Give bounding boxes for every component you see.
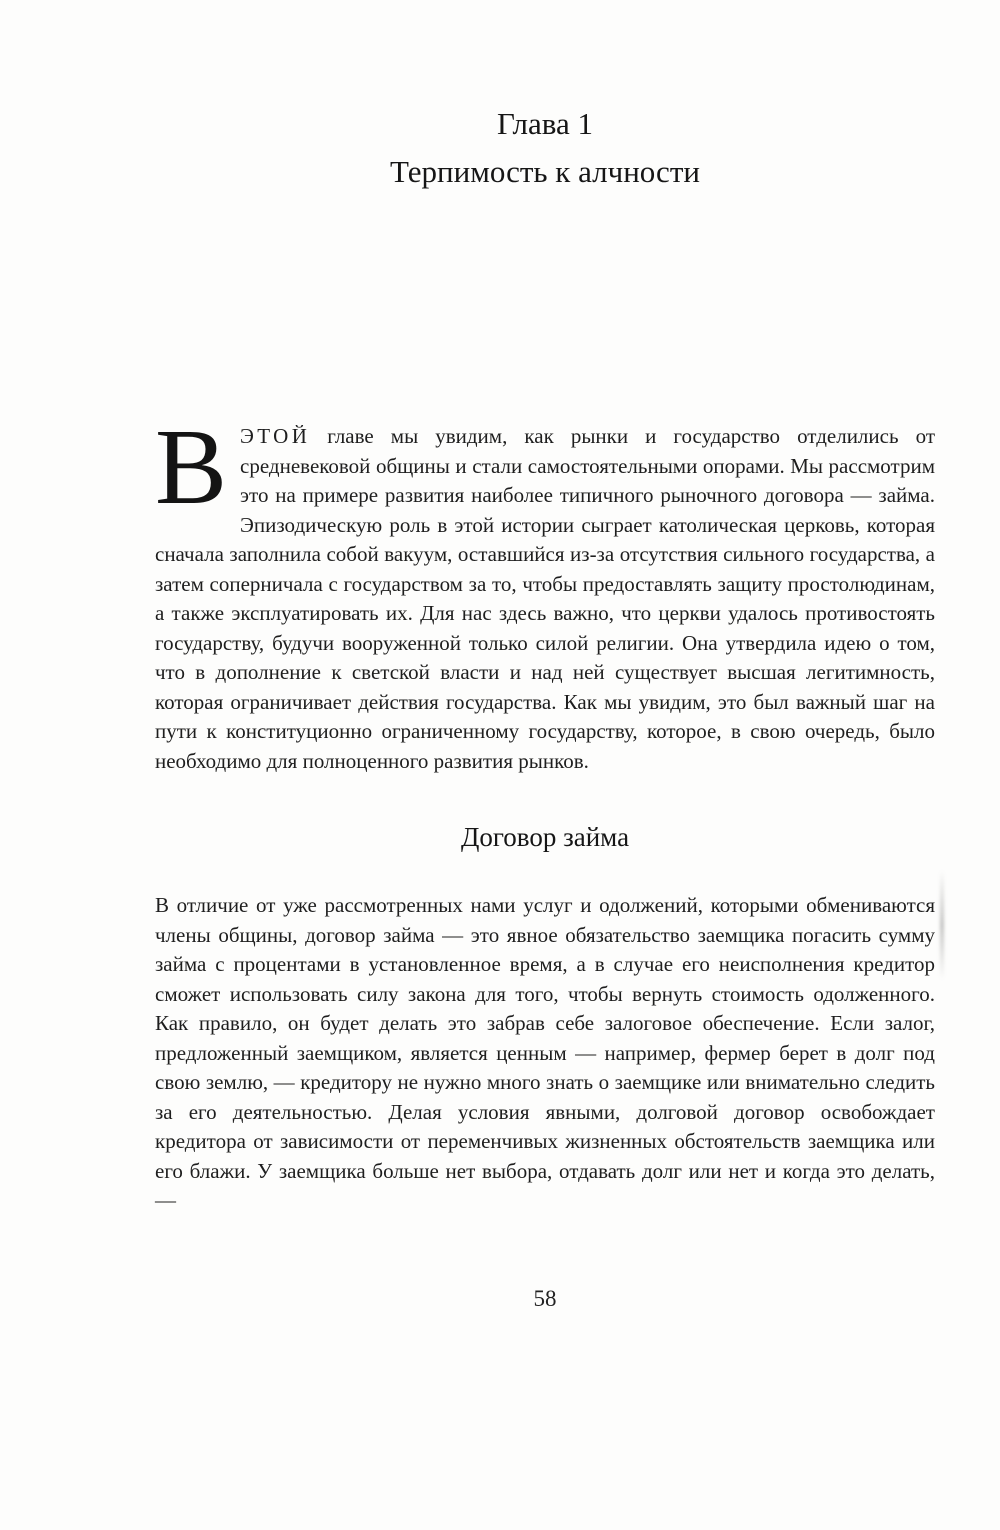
paragraph-1	[155, 408, 935, 776]
chapter-title: Терпимость к алчности	[390, 154, 700, 190]
paragraph-2: В отличие от уже рассмотренных нами услуг и одолжений, которыми обмениваются члены общины, договор займа — это явное обязательство заемщика погасить сумму займа с процентами в установленное время, а в случае его неисполнения кредитор сможет использовать силу закона для того, чтобы вернуть стоимость одолженного. Как правило, он будет делать это забрав себе залоговое обеспечение. Если залог, предложенный заемщиком, является ценным — например, фермер берет в долг под свою землю, — кредитору не нужно много знать о заемщике или внимательно следить за его деятельностью. Делая условия явными, долговой договор освобождает кредитора от зависимости от переменчивых жизненных обстоятельств заемщика или его блажи. У заемщика больше нет выбора, отдавать долг или нет и когда это делать, —	[155, 893, 935, 1213]
section-heading: Договор займа	[460, 822, 630, 853]
text-column	[155, 0, 935, 1312]
scan-edge-shadow	[940, 870, 944, 980]
page-number: 58	[533, 1285, 557, 1311]
chapter-heading	[155, 100, 935, 196]
dropcap-letter: В	[155, 408, 228, 528]
paragraph-1-text: главе мы увидим, как рынки и государство отделились от средневековой общины и стали самостоятельными опорами. Мы рассмотрим это на примере развития наиболее типичного рыночного договора — займа. Эпизодическую роль в этой истории сыграет католическая церковь, которая сначала заполнила собой вакуум, оставшийся из-за отсутствия сильного государства, а затем соперничала с государством за то, чтобы предоставлять защиту простолюдинам, а также эксплуатировать их. Для нас здесь важно, что церкви удалось противостоять государству, будучи вооруженной только силой религии. Она утвердила идею о том, что в дополнение к светской власти и над ней существует высшая легитимность, которая ограничивает действия государства. Как мы увидим, это был важный шаг на пути к конституционно ограниченному государству, которое, в свою очередь, было необходимо для полноценного развития рынков.	[155, 424, 935, 773]
lead-word: ЭТОЙ	[240, 424, 311, 449]
chapter-number: Глава 1	[496, 106, 594, 141]
page-footer	[155, 1286, 935, 1312]
